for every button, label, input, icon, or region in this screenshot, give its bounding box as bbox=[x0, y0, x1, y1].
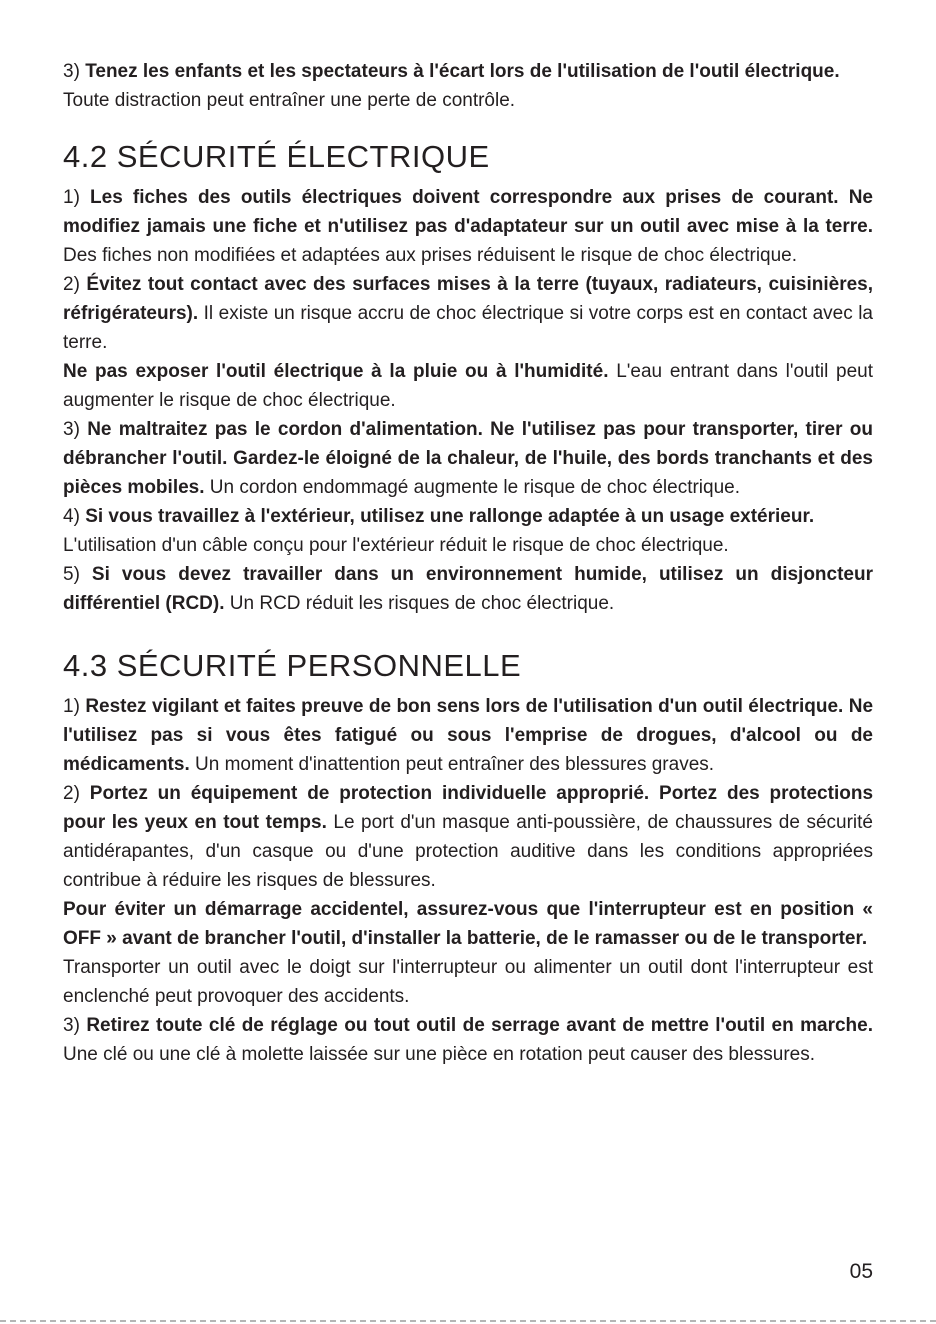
page-bottom-divider bbox=[0, 1320, 936, 1322]
item-number: 2) bbox=[63, 783, 80, 804]
intro-explanation: Toute distraction peut entraîner une perte de contrôle. bbox=[63, 90, 516, 111]
rule-bold: Si vous devez travailler dans un environnement humide, utilisez un disjoncteur différentiel (RCD). bbox=[63, 564, 873, 614]
section-personal-safety bbox=[63, 692, 873, 1069]
rule-bold: Ne pas exposer l'outil électrique à la pluie ou à l'humidité. bbox=[63, 361, 609, 382]
item-number: 1) bbox=[63, 187, 80, 208]
section-electrical-safety bbox=[63, 183, 873, 618]
rule-bold: Restez vigilant et faites preuve de bon sens lors de l'utilisation d'un outil électrique. Ne l'utilisez pas si vous êtes fatigué ou sous l'emprise de drogues, d'alcool ou de médicaments. bbox=[63, 696, 874, 775]
rule-explanation: Des fiches non modifiées et adaptées aux prises réduisent le risque de choc électrique. bbox=[63, 245, 798, 266]
manual-page bbox=[63, 57, 873, 1069]
rule-bold: Évitez tout contact avec des surfaces mises à la terre (tuyaux, radiateurs, cuisinières, réfrigérateurs). bbox=[63, 274, 873, 324]
item-number: 3) bbox=[63, 1015, 80, 1036]
rule-explanation: Un RCD réduit les risques de choc électrique. bbox=[229, 593, 615, 614]
safety-rule bbox=[63, 692, 873, 779]
section-heading-electrical-safety: 4.2 SÉCURITÉ ÉLECTRIQUE bbox=[63, 139, 490, 174]
safety-rule bbox=[63, 560, 873, 618]
page-number: 05 bbox=[849, 1260, 873, 1283]
safety-rule bbox=[63, 270, 873, 357]
rule-bold: Ne maltraitez pas le cordon d'alimentation. Ne l'utilisez pas pour transporter, tirer ou débrancher l'outil. Gardez-le éloigné de la chaleur, de l'huile, des bords tranchants et des pièces mobiles. bbox=[63, 419, 873, 498]
intro-rule bbox=[63, 57, 873, 86]
intro-rule-bold: Tenez les enfants et les spectateurs à l'écart lors de l'utilisation de l'outil électrique. bbox=[85, 61, 840, 82]
safety-rule bbox=[63, 502, 873, 531]
item-number: 2) bbox=[63, 274, 80, 295]
item-number: 5) bbox=[63, 564, 80, 585]
item-number: 3) bbox=[63, 419, 80, 440]
rule-explanation: Il existe un risque accru de choc électrique si votre corps est en contact avec la terre. bbox=[63, 303, 873, 353]
rule-bold: Les fiches des outils électriques doivent correspondre aux prises de courant. Ne modifiez jamais une fiche et n'utilisez pas d'adaptateur sur un outil avec mise à la terre. bbox=[63, 187, 874, 237]
rule-explanation: Le port d'un masque anti-poussière, de chaussures de sécurité antidérapantes, d'un casque ou d'une protection auditive dans les conditions appropriées contribue à réduire les risques de blessures. bbox=[63, 812, 873, 891]
rule-explanation: Un cordon endommagé augmente le risque de choc électrique. bbox=[209, 477, 741, 498]
item-number: 4) bbox=[63, 506, 80, 527]
safety-rule bbox=[63, 779, 873, 895]
rule-explanation: L'utilisation d'un câble conçu pour l'extérieur réduit le risque de choc électrique. bbox=[63, 535, 729, 556]
item-number: 3) bbox=[63, 61, 80, 82]
safety-rule bbox=[63, 415, 873, 502]
safety-rule bbox=[63, 895, 873, 953]
rule-explanation: Transporter un outil avec le doigt sur l'interrupteur ou alimenter un outil dont l'interrupteur est enclenché peut provoquer des accidents. bbox=[63, 957, 873, 1007]
item-number: 1) bbox=[63, 696, 80, 717]
safety-rule bbox=[63, 1011, 873, 1069]
rule-bold: Si vous travaillez à l'extérieur, utilisez une rallonge adaptée à un usage extérieur. bbox=[85, 506, 815, 527]
section-heading-personal-safety: 4.3 SÉCURITÉ PERSONNELLE bbox=[63, 648, 522, 683]
rule-bold: Pour éviter un démarrage accidentel, assurez-vous que l'interrupteur est en position « OFF » avant de brancher l'outil, d'installer la batterie, de le ramasser ou de le transporter. bbox=[63, 899, 873, 949]
rule-explanation: Un moment d'inattention peut entraîner des blessures graves. bbox=[195, 754, 715, 775]
intro-item bbox=[63, 57, 873, 115]
rule-explanation: L'eau entrant dans l'outil peut augmenter le risque de choc électrique. bbox=[63, 361, 873, 411]
rule-explanation: Une clé ou une clé à molette laissée sur une pièce en rotation peut causer des blessures. bbox=[63, 1044, 816, 1065]
rule-bold: Retirez toute clé de réglage ou tout outil de serrage avant de mettre l'outil en marche. bbox=[86, 1015, 873, 1036]
safety-rule bbox=[63, 183, 873, 270]
rule-bold: Portez un équipement de protection individuelle approprié. Portez des protections pour les yeux en tout temps. bbox=[63, 783, 874, 833]
safety-rule bbox=[63, 357, 873, 415]
